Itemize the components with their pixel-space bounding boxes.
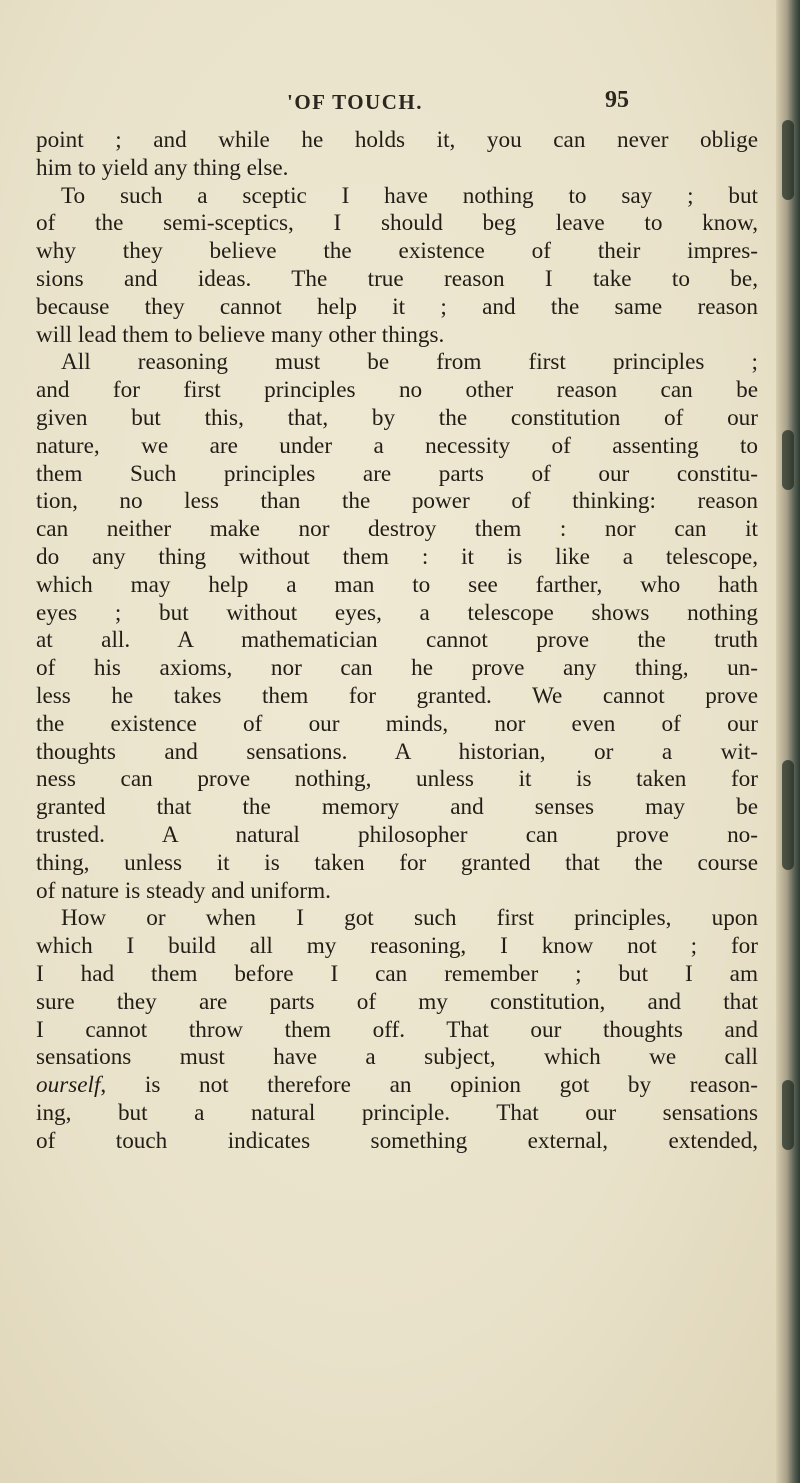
gutter-stain	[782, 1080, 794, 1150]
text-line: sensations must have a subject, which we call	[36, 1044, 758, 1071]
text-line: tion, no less than the power of thinking: reason	[36, 488, 758, 515]
text-line: him to yield any thing else.	[36, 154, 289, 181]
gutter-stain	[782, 760, 794, 870]
text-line: I had them before I can remember ; but I am	[36, 960, 758, 987]
text-line: sions and ideas. The true reason I take to be,	[36, 265, 758, 292]
text-line: can neither make nor destroy them : nor can it	[36, 516, 758, 543]
text-line: ing, but a natural principle. That our sensations	[36, 1099, 758, 1126]
body-text	[36, 127, 758, 1155]
text-line: because they cannot help it ; and the same reason	[36, 293, 758, 320]
text-line: which may help a man to see farther, who hath	[36, 571, 758, 598]
text-line: of the semi-sceptics, I should beg leave to know,	[36, 210, 758, 237]
page-number: 95	[605, 87, 629, 113]
text-line: thoughts and sensations. A historian, or a wit-	[36, 738, 758, 765]
gutter-stain	[782, 120, 794, 200]
text-line: eyes ; but without eyes, a telescope shows nothing	[36, 599, 758, 626]
text-line: ourself, is not therefore an opinion got by reason-	[36, 1072, 758, 1099]
text-line: thing, unless it is taken for granted that the course	[36, 849, 758, 876]
text-line: and for first principles no other reason can be	[36, 377, 758, 404]
text-line: the existence of our minds, nor even of our	[36, 710, 758, 737]
text-line: of touch indicates something external, extended,	[36, 1127, 758, 1154]
text-line: why they believe the existence of their impres-	[36, 238, 758, 265]
text-line: of his axioms, nor can he prove any thing, un-	[36, 655, 758, 682]
page-gutter	[776, 0, 800, 1483]
running-head	[0, 87, 800, 120]
text-line: at all. A mathematician cannot prove the truth	[36, 627, 758, 654]
text-line: them Such principles are parts of our constitu-	[36, 460, 758, 487]
text-line: To such a sceptic I have nothing to say ; but	[61, 182, 758, 209]
text-line: sure they are parts of my constitution, and that	[36, 988, 758, 1015]
text-line: How or when I got such first principles, upon	[61, 905, 758, 932]
gutter-stain	[782, 430, 794, 490]
text-line: I cannot throw them off. That our thoughts and	[36, 1016, 758, 1043]
running-head-title: 'OF TOUCH.	[287, 90, 423, 114]
text-line: which I build all my reasoning, I know not ; for	[36, 933, 758, 960]
text-line: ness can prove nothing, unless it is taken for	[36, 766, 758, 793]
text-line: of nature is steady and uniform.	[36, 877, 331, 904]
text-line: will lead them to believe many other things.	[36, 321, 445, 348]
text-line: less he takes them for granted. We cannot prove	[36, 682, 758, 709]
text-line: point ; and while he holds it, you can never oblige	[36, 127, 758, 153]
text-line: nature, we are under a necessity of assenting to	[36, 432, 758, 459]
text-line: given but this, that, by the constitution of our	[36, 404, 758, 431]
text-line: trusted. A natural philosopher can prove no-	[36, 821, 758, 848]
text-line: All reasoning must be from first principles ;	[61, 349, 758, 376]
text-line: granted that the memory and senses may be	[36, 794, 758, 821]
text-line: do any thing without them : it is like a telescope,	[36, 543, 758, 570]
